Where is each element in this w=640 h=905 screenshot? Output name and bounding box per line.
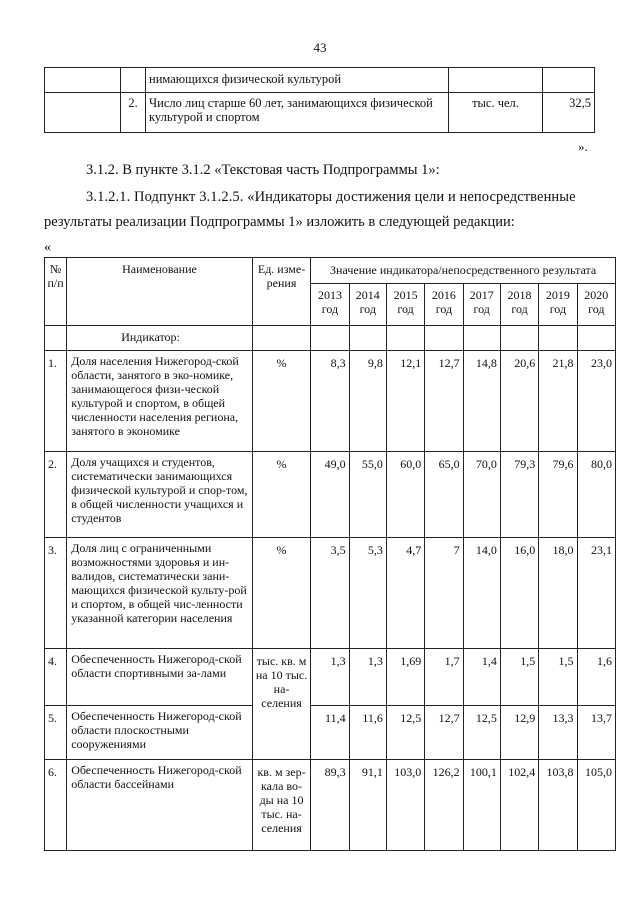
header-values-title: Значение индикатора/непосредственного результата (311, 258, 616, 284)
header-year-value: 2017 (469, 288, 494, 302)
header-year (311, 284, 349, 326)
row-value: 23,1 (577, 538, 615, 649)
header-year-value: 2016 (431, 288, 456, 302)
row-name: Доля населения Нижегород-ской области, занятого в эко-номике, занимающегося физи-ческой культурой и спортом, в общей численности населения региона, занятого в экономике (67, 351, 253, 452)
row-name: Обеспеченность Нижегород-ской области плоскостными сооружениями (67, 706, 253, 760)
row-value: 1,5 (539, 649, 577, 706)
row-value: 12,7 (425, 351, 463, 452)
row-value: 70,0 (463, 452, 500, 538)
header-year (577, 284, 615, 326)
row-value: 16,0 (500, 538, 538, 649)
row-value: 126,2 (425, 760, 463, 851)
row-value: 1,3 (349, 649, 386, 706)
header-year-value: 2020 (584, 288, 609, 302)
row-unit: тыс. кв. м на 10 тыс. на-селения (252, 649, 311, 760)
row-value: 1,6 (577, 649, 615, 706)
row-value: 14,0 (463, 538, 500, 649)
row-name: Обеспеченность Нижегород-ской области спортивными за-лами (67, 649, 253, 706)
row-value: 11,6 (349, 706, 386, 760)
row-value: 13,7 (577, 706, 615, 760)
row-value: 1,7 (425, 649, 463, 706)
fragment-row-name: Число лиц старше 60 лет, занимающихся физической культурой и спортом (146, 93, 449, 133)
row-value: 103,0 (386, 760, 424, 851)
row-unit: % (252, 538, 311, 649)
header-year-suffix: год (588, 302, 605, 316)
header-year (386, 284, 424, 326)
header-name: Наименование (67, 258, 253, 326)
row-value: 79,3 (500, 452, 538, 538)
row-value: 105,0 (577, 760, 615, 851)
closing-quote: ». (578, 139, 588, 154)
row-value: 80,0 (577, 452, 615, 538)
indicators-table (44, 257, 616, 851)
fragment-row-value: 32,5 (543, 93, 595, 133)
header-year-suffix: год (549, 302, 567, 316)
header-year-value: 2014 (355, 288, 380, 302)
row-number: 2. (45, 452, 67, 538)
row-value: 12,1 (386, 351, 424, 452)
row-value: 100,1 (463, 760, 500, 851)
row-unit: % (252, 351, 311, 452)
previous-table-fragment (44, 67, 595, 133)
row-value: 1,69 (386, 649, 424, 706)
row-number: 1. (45, 351, 67, 452)
row-value: 4,7 (386, 538, 424, 649)
header-year-suffix: год (435, 302, 453, 316)
row-value: 5,3 (349, 538, 386, 649)
row-value: 55,0 (349, 452, 386, 538)
header-year-suffix: год (359, 302, 376, 316)
header-year-value: 2015 (393, 288, 418, 302)
row-name: Доля учащихся и студентов, систематически занимающихся физической культурой и спор-том, в общей численности учащихся и студентов (67, 452, 253, 538)
row-value: 14,8 (463, 351, 500, 452)
row-value: 11,4 (311, 706, 349, 760)
indicator-label: Индикатор: (67, 326, 253, 351)
row-value: 3,5 (311, 538, 349, 649)
row-unit: кв. м зер-кала во-ды на 10 тыс. на-селения (252, 760, 311, 851)
row-value: 1,3 (311, 649, 349, 706)
row-value: 9,8 (349, 351, 386, 452)
fragment-row-text: нимающихся физической культурой (146, 68, 449, 93)
header-unit: Ед. изме-рения (252, 258, 311, 326)
header-year-value: 2018 (507, 288, 532, 302)
row-number: 4. (45, 649, 67, 706)
row-number: 5. (45, 706, 67, 760)
header-year (463, 284, 500, 326)
row-value: 1,5 (500, 649, 538, 706)
row-value: 79,6 (539, 452, 577, 538)
header-year (425, 284, 463, 326)
row-value: 12,5 (463, 706, 500, 760)
header-year (349, 284, 386, 326)
row-value: 7 (425, 538, 463, 649)
row-value: 65,0 (425, 452, 463, 538)
row-value: 12,9 (500, 706, 538, 760)
fragment-row-number: 2. (121, 93, 146, 133)
header-year-value: 2019 (545, 288, 570, 302)
row-value: 18,0 (539, 538, 577, 649)
row-number: 3. (45, 538, 67, 649)
row-unit: % (252, 452, 311, 538)
header-year (539, 284, 577, 326)
header-year (500, 284, 538, 326)
row-value: 13,3 (539, 706, 577, 760)
row-value: 49,0 (311, 452, 349, 538)
header-year-value: 2013 (317, 288, 342, 302)
fragment-row-unit: тыс. чел. (449, 93, 543, 133)
row-value: 1,4 (463, 649, 500, 706)
paragraph-3-1-2-1-line2: результаты реализации Подпрограммы 1» изложить в следующей редакции: (44, 214, 515, 230)
row-value: 23,0 (577, 351, 615, 452)
header-year-suffix: год (321, 302, 339, 316)
header-number: № п/п (45, 258, 67, 326)
row-value: 89,3 (311, 760, 349, 851)
row-value: 20,6 (500, 351, 538, 452)
row-name: Обеспеченность Нижегород-ской области бассейнами (67, 760, 253, 851)
opening-quote: « (44, 240, 51, 255)
paragraph-3-1-2: 3.1.2. В пункте 3.1.2 «Текстовая часть Подпрограммы 1»: (86, 162, 440, 178)
header-year-suffix: год (397, 302, 414, 316)
row-value: 12,7 (425, 706, 463, 760)
row-value: 60,0 (386, 452, 424, 538)
row-name: Доля лиц с ограниченными возможностями здоровья и ин-валидов, систематически зани-мающихся физической культу-рой и спортом, в общей чис-ленности указанной категории населения (67, 538, 253, 649)
row-value: 12,5 (386, 706, 424, 760)
header-year-suffix: год (473, 302, 490, 316)
row-value: 91,1 (349, 760, 386, 851)
row-value: 21,8 (539, 351, 577, 452)
row-value: 103,8 (539, 760, 577, 851)
row-value: 102,4 (500, 760, 538, 851)
row-value: 8,3 (311, 351, 349, 452)
paragraph-3-1-2-1-line1: 3.1.2.1. Подпункт 3.1.2.5. «Индикаторы достижения цели и непосредственные (86, 189, 576, 205)
row-number: 6. (45, 760, 67, 851)
header-year-suffix: год (511, 302, 528, 316)
page-number: 43 (313, 40, 327, 55)
